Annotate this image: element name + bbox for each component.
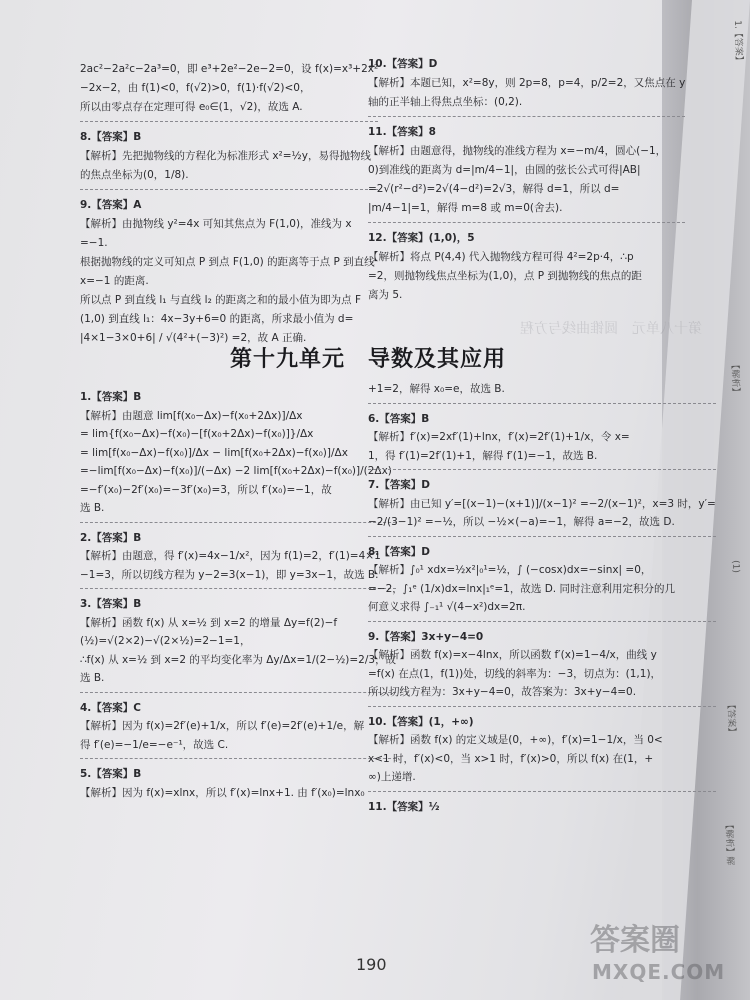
right-bottom-answers: [368, 380, 716, 816]
divider: [368, 791, 716, 792]
answer-label: 4.【答案】C: [80, 701, 142, 714]
answer-label: 6.【答案】B: [368, 412, 430, 425]
text-line: 0)到准线的距离为 d=|m/4−1|，由圆的弦长公式可得|AB|: [368, 164, 641, 176]
text-line: |4×1−3×0+6| / √(4²+(−3)²) =2，故 A 正确.: [80, 332, 307, 344]
text-line: 【解析】由题意 lim[f(x₀−Δx)−f(x₀+2Δx)]/Δx: [80, 409, 303, 422]
text-line: =−f′(x₀)−2f′(x₀)=−3f′(x₀)=3，所以 f′(x₀)=−1，故: [80, 483, 332, 496]
answer-label: 8.【答案】B: [80, 131, 142, 143]
divider: [368, 403, 716, 404]
answer-label: 9.【答案】A: [80, 199, 142, 211]
text-line: 【解析】由已知 y′=[(x−1)−(x+1)]/(x−1)² =−2/(x−1)²，x=3 时，y′=: [368, 497, 716, 510]
answer-label: 1.【答案】B: [80, 391, 142, 403]
watermark-url: MXQE.COM: [592, 960, 726, 984]
text-line: =−2，∫₁ᵉ (1/x)dx=lnx|₁ᵉ=1，故选 D. 同时注意利用定积分的几: [368, 582, 675, 595]
text-line: 【解析】函数 f(x) 从 x=½ 到 x=2 的增量 Δy=f(2)−f: [80, 616, 338, 629]
text-line: =2√(r²−d²)=2√(4−d²)=2√3，解得 d=1，所以 d=: [368, 183, 620, 195]
divider: [368, 536, 716, 537]
divider: [80, 189, 378, 190]
edge-text: 1.【答案】: [732, 20, 744, 66]
answer-label: 3.【答案】B: [80, 598, 142, 610]
answer-label: 10.【答案】(1，+∞): [368, 715, 474, 728]
text-line: 【解析】因为 f(x)=2f′(e)+1/x，所以 f′(e)=2f′(e)+1/e，解: [80, 720, 365, 732]
text-line: 何意义求得 ∫₋₁¹ √(4−x²)dx=2π.: [368, 601, 526, 613]
answer-label: 2.【答案】B: [80, 531, 142, 544]
divider: [80, 588, 396, 589]
left-top-answers: [80, 60, 378, 348]
text-line: −2/(3−1)² =−½，所以 −½×(−a)=−1，解得 a=−2，故选 D.: [368, 516, 675, 528]
edge-text: 【解析】: [729, 360, 741, 397]
text-line: 【解析】由题意得，抛物线的准线方程为 x=−m/4，圆心(−1，: [368, 145, 667, 157]
answer-label: 12.【答案】(1,0)，5: [368, 232, 475, 244]
answer-label: 7.【答案】D: [368, 479, 431, 491]
text-line: 【解析】函数 f(x)=x−4lnx，所以函数 f′(x)=1−4/x，曲线 y: [368, 649, 657, 661]
text-line: (½)=√(2×2)−√(2×½)=2−1=1，: [80, 635, 251, 647]
answer-label: 9.【答案】3x+y−4=0: [368, 630, 484, 643]
divider: [368, 469, 716, 470]
bleed-through-text: 第十八单元 圆锥曲线与方程: [520, 321, 702, 337]
text-line: = lim[f(x₀−Δx)−f(x₀)]/Δx − lim[f(x₀+2Δx)−f(x₀)]/Δx: [80, 446, 348, 459]
text-line: x<1 时，f′(x)<0，当 x>1 时，f′(x)>0，所以 f(x) 在(1，+: [368, 752, 654, 765]
answer-label: 10.【答案】D: [368, 58, 438, 70]
text-line: 轴的正半轴上得焦点坐标：(0,2).: [368, 96, 523, 108]
watermark-logo: 答案圈: [590, 923, 680, 958]
answer-label: 11.【答案】8: [368, 126, 436, 138]
text-line: 所以由零点存在定理可得 e₀∈(1，√2)，故选 A.: [80, 101, 303, 113]
text-line: =2，则抛物线焦点坐标为(1,0)，点 P 到抛物线的焦点的距: [368, 270, 642, 282]
text-line: =−1.: [80, 237, 108, 249]
divider: [80, 121, 378, 122]
text-line: ∴f(x) 从 x=½ 到 x=2 的平均变化率为 Δy/Δx=1/(2−½)=2/3，故: [80, 653, 397, 666]
text-line: x=−1 的距离.: [80, 275, 149, 287]
text-line: 【解析】函数 f(x) 的定义域是(0，+∞)，f′(x)=1−1/x，当 0<: [368, 734, 663, 746]
divider: [80, 692, 396, 693]
divider: [368, 116, 685, 117]
text-line: 【解析】因为 f(x)=xlnx，所以 f′(x)=lnx+1. 由 f′(x₀)=lnx₀: [80, 786, 365, 799]
text-line: = lim{f(x₀−Δx)−f(x₀)−[f(x₀+2Δx)−f(x₀)]}/Δx: [80, 428, 314, 440]
text-line: =f(x) 在点(1，f(1))处，切线的斜率为：−3，切点为：(1,1)，: [368, 667, 662, 680]
text-line: 1，得 f′(1)=2f′(1)+1，解得 f′(1)=−1，故选 B.: [368, 449, 598, 462]
text-line: 根据抛物线的定义可知点 P 到点 F(1,0) 的距离等于点 P 到直线: [80, 256, 375, 268]
text-line: 【解析】先把抛物线的方程化为标准形式 x²=½y，易得抛物线: [80, 150, 371, 162]
edge-text: (1): [730, 560, 741, 574]
text-line: 【解析】本题已知，x²=8y，则 2p=8，p=4，p/2=2，又焦点在 y: [368, 77, 686, 89]
text-line: 【解析】由抛物线 y²=4x 可知其焦点为 F(1,0)，准线为 x: [80, 218, 352, 230]
right-top-answers: [368, 55, 685, 305]
text-line: 【解析】由题意，得 f′(x)=4x−1/x²，因为 f(1)=2，f′(1)=4×1: [80, 550, 381, 562]
edge-text: 【解析】解: [723, 820, 735, 866]
divider: [368, 621, 716, 622]
text-line: 【解析】∫₀¹ xdx=½x²|₀¹=½，∫ (−cosx)dx=−sinx| =0，: [368, 564, 652, 576]
text-line: −1=3，所以切线方程为 y−2=3(x−1)，即 y=3x−1，故选 B.: [80, 568, 379, 581]
text-line: =−lim[f(x₀−Δx)−f(x₀)]/(−Δx) −2 lim[f(x₀+2Δx)−f(x₀)]/(2Δx): [80, 465, 392, 477]
text-line: (1,0) 到直线 l₁：4x−3y+6=0 的距离，所求最小值为 d=: [80, 313, 354, 325]
divider: [80, 758, 396, 759]
text-line: 2ac²−2a²c−2a³=0，即 e³+2e²−2e−2=0，设 f(x)=x³+2x²: [80, 63, 379, 75]
divider: [368, 706, 716, 707]
divider: [80, 522, 396, 523]
text-line: ∞)上递增.: [368, 771, 416, 783]
text-line: −2x−2，由 f(1)<0，f(√2)>0，f(1)·f(√2)<0，: [80, 82, 311, 94]
text-line: 选 B.: [80, 672, 105, 684]
text-line: 选 B.: [80, 502, 105, 514]
answer-label: 5.【答案】B: [80, 768, 142, 780]
answer-label: 11.【答案】½: [368, 800, 440, 813]
text-line: 得 f′(e)=−1/e=−e⁻¹，故选 C.: [80, 738, 229, 751]
text-line: |m/4−1|=1，解得 m=8 或 m=0(舍去).: [368, 202, 563, 214]
answer-label: 8.【答案】D: [368, 545, 431, 558]
text-line: 【解析】将点 P(4,4) 代入抛物线方程可得 4²=2p·4，∴p: [368, 251, 634, 263]
text-line: 所以切线方程为：3x+y−4=0，故答案为：3x+y−4=0.: [368, 686, 637, 698]
text-line: 的焦点坐标为(0，1/8).: [80, 169, 189, 181]
text-line: 所以点 P 到直线 l₁ 与直线 l₂ 的距离之和的最小值为即为点 F: [80, 294, 361, 306]
text-line: 【解析】f′(x)=2xf′(1)+lnx，f′(x)=2f′(1)+1/x，令 x=: [368, 431, 630, 443]
section-title: 第十九单元 导数及其应用: [230, 346, 507, 372]
text-line: +1=2，解得 x₀=e，故选 B.: [368, 383, 505, 395]
page-number: 190: [356, 955, 387, 974]
edge-text: 【答案】: [725, 700, 737, 737]
left-bottom-answers: [80, 388, 396, 802]
text-line: 离为 5.: [368, 289, 403, 301]
divider: [368, 222, 685, 223]
